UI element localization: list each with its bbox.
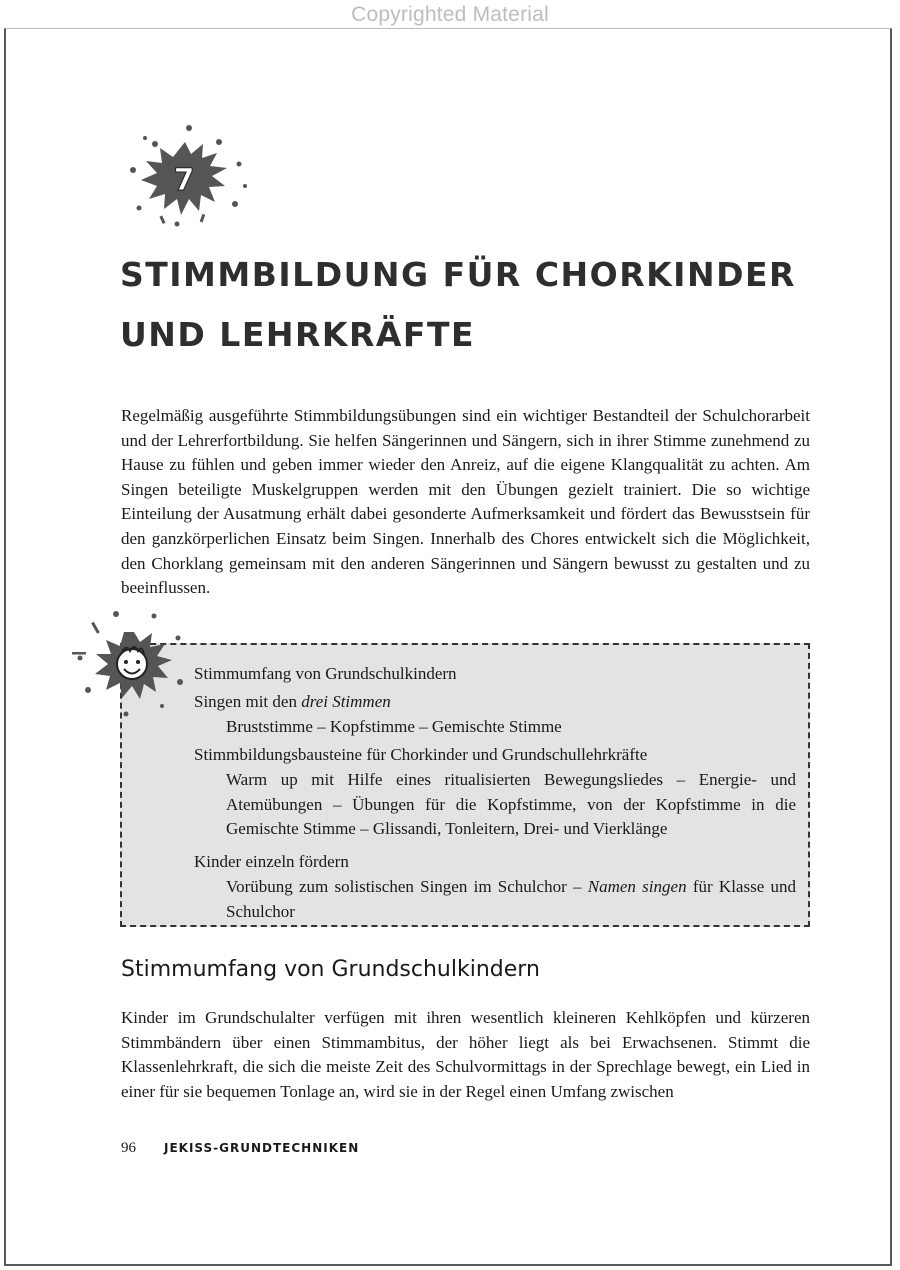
child-face-splat-icon <box>68 602 188 722</box>
chapter-number: 7 <box>173 163 195 198</box>
running-footer-title: JEKISS-GRUNDTECHNIKEN <box>164 1141 360 1155</box>
section-paragraph: Kinder im Grundschulalter verfügen mit ihren wesentlich kleineren Kehlköpfen und kürzeren Stimmbändern über einen Stimmambitus, der höher liegt als bei Erwachsenen. Stimmt die Klassenlehrkraft, die sich die meiste Zeit des Schulvormittags in der Sprechlage bewegt, ein Lied in einer für sie bequemen Tonlage an, wird sie in der Regel einen Umfang zwischen <box>121 1008 810 1101</box>
overview-item-2-detail: Bruststimme – Kopfstimme – Gemischte Stimme <box>226 717 562 736</box>
overview-item-2 <box>194 690 391 715</box>
chapter-overview-box <box>120 643 810 927</box>
chapter-title: STIMMBILDUNG FÜR CHORKINDER UND LEHRKRÄFTE <box>120 255 796 354</box>
overview-item-4: Kinder einzeln fördern <box>194 852 349 871</box>
intro-paragraph: Regelmäßig ausgeführte Stimmbildungsübungen sind ein wichtiger Bestandteil der Schulchorarbeit und der Lehrerfortbildung. Sie helfen Sängerinnen und Sängern, sich in ihrer Stimme zunehmend zu Hause zu fühlen und geben immer wieder den Anreiz, auf die eigene Klangqualität zu achten. Am Singen beteiligte Muskelgruppen werden mit den Übungen gezielt trainiert. Die so wichtige Einteilung der Ausatmung erhält dabei gesonderte Aufmerksamkeit und fördert das Bewusstsein für den ganzkörperlichen Einsatz beim Singen. Innerhalb des Chores entwickelt sich die Möglichkeit, den Chorklang gemeinsam mit den anderen Sängerinnen und Sängern bewusst zu gestalten und zu beeinflussen. <box>121 406 810 598</box>
copyright-watermark: Copyrighted Material <box>351 3 549 26</box>
chapter-splat-icon <box>115 120 255 230</box>
overview-item-4-detail <box>226 875 796 924</box>
overview-item-3: Stimmbildungsbausteine für Chorkinder und Grundschullehrkräfte <box>194 745 648 764</box>
page-number: 96 <box>121 1140 136 1156</box>
section-heading: Stimmumfang von Grundschulkindern <box>121 957 540 982</box>
overview-item-1: Stimmumfang von Grundschulkindern <box>194 664 457 683</box>
overview-item-4-detail-start: Vorübung zum solistischen Singen im Schulchor – <box>226 877 588 896</box>
overview-item-4-detail-end: für Klasse und Schulchor <box>226 877 796 921</box>
overview-item-3-detail: Warm up mit Hilfe eines ritualisierten Bewegungsliedes – Energie- und Atemübungen – Übungen für die Kopfstimme, von der Kopfstimme in die Gemischte Stimme – Glissandi, Tonleitern, Drei- und Vierklänge <box>226 770 796 839</box>
overview-item-2-label: Singen mit den <box>194 692 302 711</box>
overview-item-4-emphasis: Namen singen <box>587 877 687 896</box>
overview-item-2-emphasis: drei Stimmen <box>301 692 391 711</box>
